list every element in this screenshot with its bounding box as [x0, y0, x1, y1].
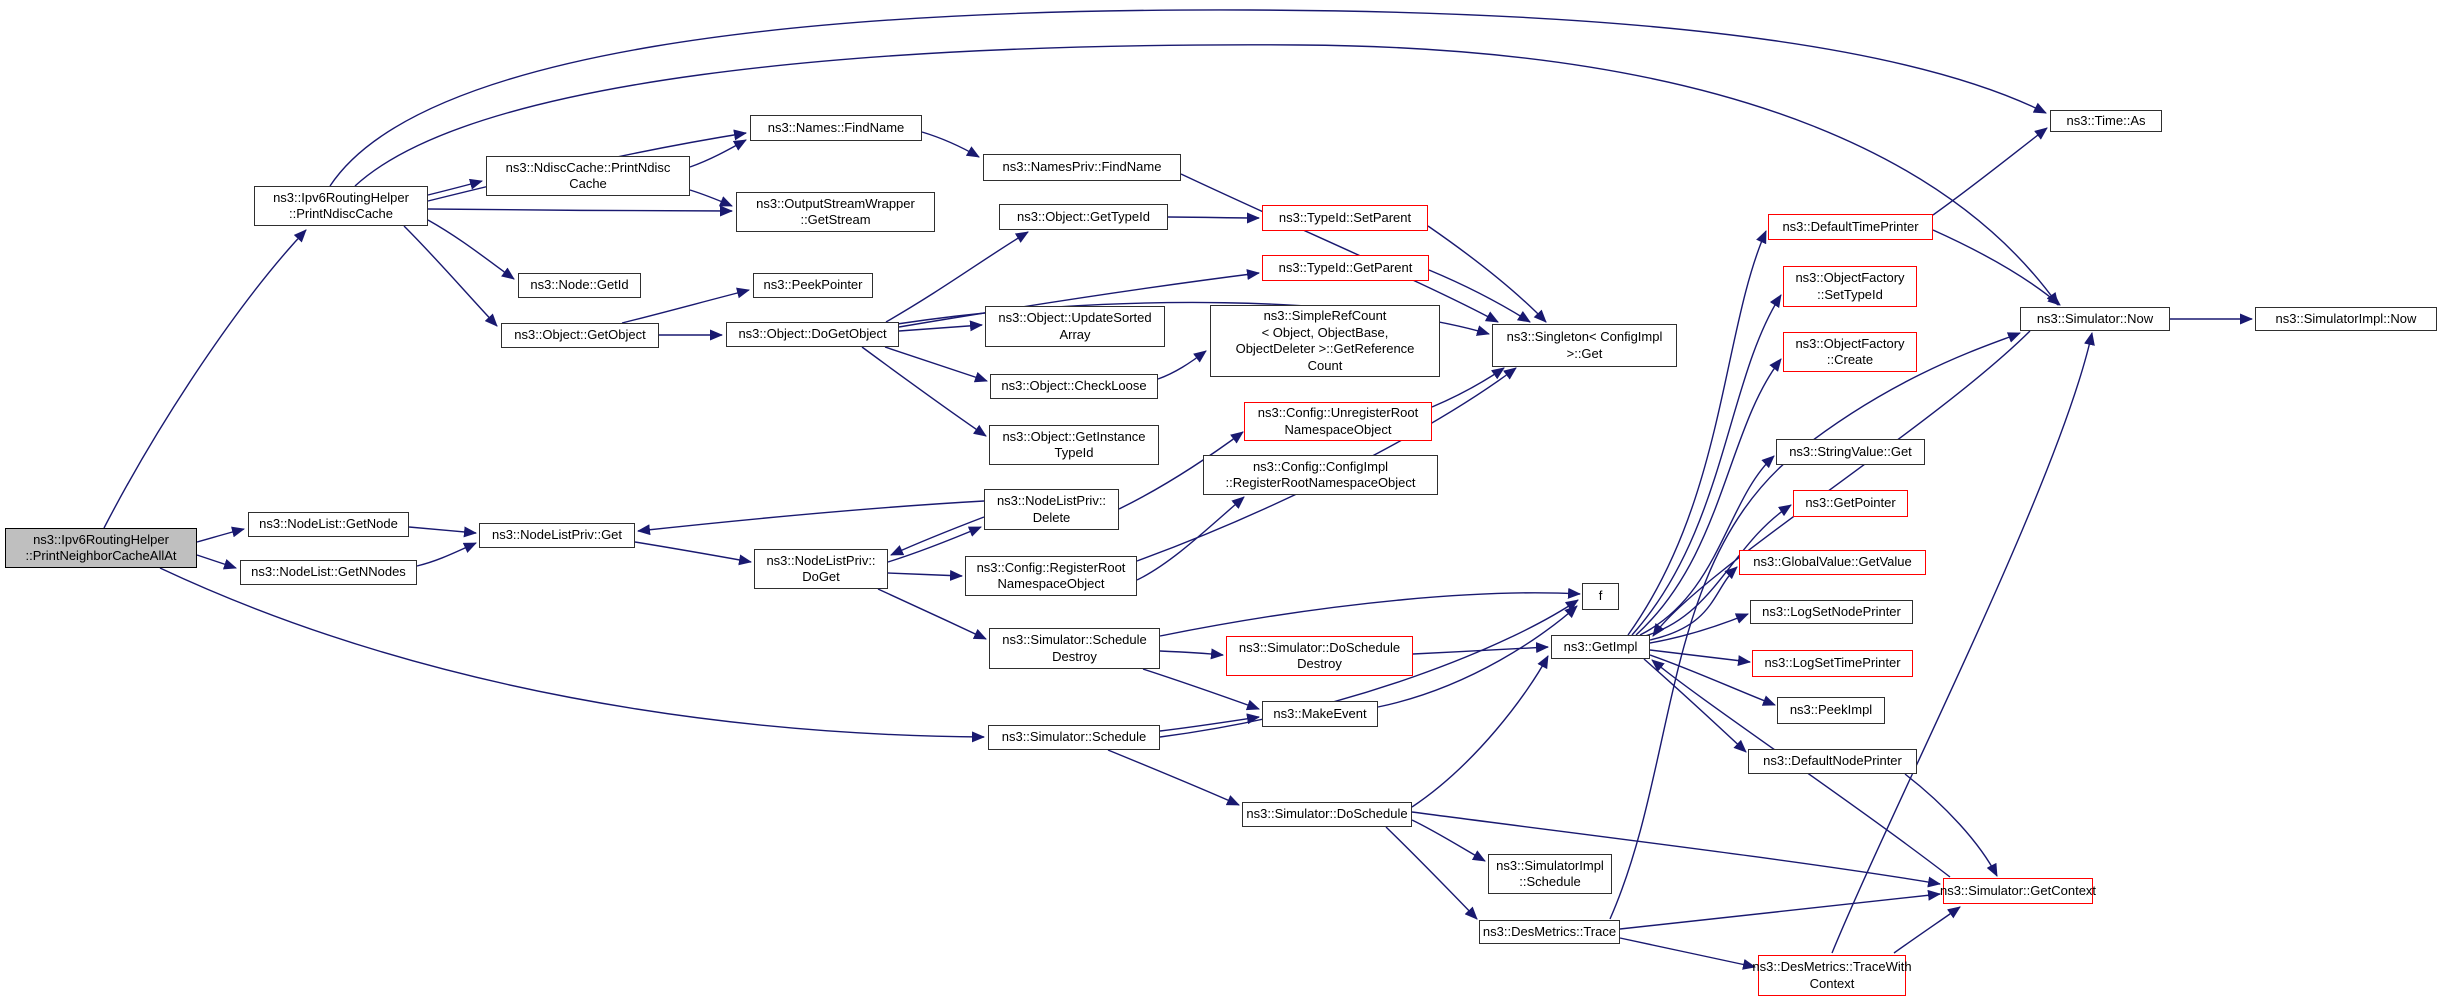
graph-node-ofCreate[interactable]	[1783, 332, 1917, 372]
graph-node-label: ns3::Object::GetObject	[514, 327, 646, 343]
graph-node-logSetNode[interactable]	[1750, 600, 1913, 624]
graph-node-doSchedule[interactable]	[1242, 802, 1412, 827]
graph-node-peekPointer[interactable]	[753, 273, 873, 298]
graph-node-svGet[interactable]	[1776, 439, 1925, 465]
graph-node-label: TypeId	[1054, 445, 1094, 460]
edge-getTypeId-to-setParent	[1168, 217, 1259, 218]
graph-node-label: ns3::NodeListPriv::	[996, 493, 1107, 508]
graph-node-label: Destroy	[1052, 648, 1097, 664]
edge-ndiscPrint-to-findName	[690, 140, 746, 167]
graph-node-label: ::GetStream	[800, 212, 871, 227]
graph-node-ndiscPrint[interactable]	[486, 156, 690, 196]
graph-node-findName[interactable]	[750, 115, 922, 141]
graph-node-label: ns3::TypeId::GetParent	[1278, 259, 1413, 275]
graph-node-label: ::PrintNdiscCache	[288, 206, 394, 221]
graph-node-makeEvent[interactable]	[1262, 701, 1378, 727]
graph-node-label: ns3::NodeListPriv::	[766, 552, 876, 568]
edge-nlpGet-to-nlpDoGet	[635, 542, 751, 562]
graph-node-label: >::Get	[1566, 345, 1603, 361]
graph-node-label: ns3::Ipv6RoutingHelper	[273, 189, 409, 205]
edge-desTrace-to-traceWithCtx	[1620, 938, 1755, 967]
graph-node-defTimePrinter[interactable]	[1768, 214, 1933, 240]
edge-getObject-to-peekPointer	[622, 290, 749, 323]
graph-node-label: Cache	[569, 176, 607, 191]
edge-simNow-to-getImpl	[1653, 331, 2030, 636]
graph-node-label: ns3::Time::As	[2066, 112, 2146, 128]
graph-node-label: ns3::StringValue::Get	[1789, 443, 1912, 459]
graph-node-simNow[interactable]	[2020, 307, 2170, 331]
graph-node-label: ns3::DefaultNodePrinter	[1763, 753, 1902, 769]
graph-node-label: ns3::MakeEvent	[1273, 705, 1367, 721]
graph-node-label: ns3::PeekPointer	[763, 277, 863, 293]
graph-node-getInstance[interactable]	[989, 425, 1159, 465]
edge-getNNodes-to-nlpGet	[417, 543, 476, 566]
graph-node-label: ns3::GetPointer	[1805, 495, 1896, 511]
graph-node-label: ns3::Object::DoGetObject	[738, 326, 887, 342]
edge-printNdisc-to-getStream	[428, 209, 732, 211]
graph-node-simpleRef[interactable]	[1210, 305, 1440, 377]
graph-node-getNNodes[interactable]	[240, 560, 417, 585]
graph-node-desTrace[interactable]	[1479, 920, 1620, 944]
graph-node-printNdisc[interactable]	[254, 186, 428, 226]
graph-node-f[interactable]	[1582, 583, 1619, 610]
edge-checkLoose-to-simpleRef	[1158, 351, 1206, 379]
graph-node-label: ns3::Simulator::Now	[2036, 310, 2154, 326]
graph-node-label: ns3::NdiscCache::PrintNdisc	[505, 159, 671, 175]
edge-printNdisc-to-ndiscPrint	[428, 181, 482, 195]
edge-schedDestroy-to-f	[1160, 593, 1580, 636]
graph-node-label: Destroy	[1297, 656, 1342, 671]
graph-node-label: ns3::Object::CheckLoose	[1001, 378, 1147, 394]
edge-defTimePrinter-to-simNow	[1933, 230, 2060, 305]
graph-node-label: Context	[1809, 975, 1855, 991]
graph-node-label: ns3::DefaultTimePrinter	[1782, 218, 1919, 234]
graph-node-label: Array	[1059, 326, 1091, 342]
graph-node-label: Count	[1307, 357, 1343, 373]
edge-printNdisc-to-getObject	[404, 226, 497, 326]
graph-node-main[interactable]	[5, 528, 197, 568]
graph-node-label: DoGet	[802, 569, 840, 584]
graph-node-doSchedDestroy[interactable]	[1226, 636, 1413, 676]
graph-node-label: ns3::Names::FindName	[767, 119, 905, 135]
graph-node-regRoot[interactable]	[965, 556, 1137, 596]
edge-doGetObject-to-updateSorted	[899, 325, 982, 331]
edge-doSchedDestroy-to-getImpl	[1413, 647, 1548, 654]
graph-node-getPointer[interactable]	[1793, 490, 1908, 517]
edge-desTrace-to-getContext	[1620, 894, 1940, 929]
graph-node-getTypeId[interactable]	[999, 204, 1168, 230]
graph-node-label: NamespaceObject	[997, 576, 1105, 591]
edge-doSchedule-to-desTrace	[1386, 827, 1477, 919]
graph-node-checkLoose[interactable]	[990, 374, 1158, 399]
edge-doSchedule-to-simImplSched	[1412, 820, 1485, 861]
graph-node-schedDestroy[interactable]	[989, 628, 1160, 669]
edge-main-to-getNNodes	[197, 555, 236, 568]
edge-getNode-to-nlpGet	[409, 527, 476, 533]
graph-node-label: ns3::DesMetrics::Trace	[1482, 923, 1617, 939]
edge-findName-to-namesPriv	[922, 132, 979, 157]
graph-node-nlpDoGet[interactable]	[754, 549, 888, 589]
graph-node-defNodePrinter[interactable]	[1748, 749, 1917, 774]
edge-nlpDoGet-to-schedDestroy	[878, 589, 986, 639]
graph-node-label: ns3::NamesPriv::FindName	[1002, 159, 1162, 175]
graph-node-label: ::SetTypeId	[1817, 286, 1883, 302]
graph-node-label: < Object, ObjectBase,	[1261, 324, 1389, 340]
graph-node-label: ns3::Object::GetTypeId	[1017, 208, 1150, 224]
graph-node-setParent[interactable]	[1262, 205, 1428, 231]
graph-node-label: ns3::Config::ConfigImpl	[1252, 458, 1389, 474]
graph-node-label: ns3::SimulatorImpl::Now	[2275, 310, 2417, 326]
graph-node-label: ns3::Simulator::GetContext	[1939, 882, 2097, 898]
edge-nlpDelete-to-nlpGet	[638, 501, 984, 531]
edge-doSchedule-to-getImpl	[1412, 656, 1548, 807]
graph-node-label: ns3::TypeId::SetParent	[1278, 209, 1412, 225]
graph-node-getImpl[interactable]	[1551, 635, 1650, 659]
graph-node-label: ns3::OutputStreamWrapper	[756, 195, 915, 211]
graph-node-schedule[interactable]	[988, 725, 1160, 750]
edge-main-to-getNode	[197, 529, 244, 542]
graph-node-updateSorted[interactable]	[985, 306, 1165, 347]
graph-node-getNode[interactable]	[248, 512, 409, 537]
edge-main-to-schedule	[160, 568, 984, 737]
graph-node-singleton[interactable]	[1492, 324, 1677, 367]
graph-node-label: ns3::Object::UpdateSorted	[998, 310, 1152, 325]
edge-schedDestroy-to-doSchedDestroy	[1160, 651, 1223, 655]
graph-node-label: ns3::SimpleRefCount	[1263, 308, 1387, 323]
graph-node-gvGetValue[interactable]	[1739, 550, 1926, 575]
graph-node-label: ns3::GlobalValue::GetValue	[1753, 554, 1912, 570]
edge-schedule-to-doSchedule	[1108, 750, 1239, 805]
graph-node-label: ns3::ObjectFactory	[1795, 335, 1905, 351]
graph-node-traceWithCtx[interactable]	[1752, 955, 1912, 996]
edge-regRoot-to-cfgImplReg	[1137, 497, 1244, 580]
graph-node-label: ObjectDeleter >::GetReference	[1235, 341, 1415, 356]
graph-node-peekImpl[interactable]	[1777, 697, 1885, 724]
graph-node-label: ns3::ObjectFactory	[1795, 270, 1905, 285]
graph-node-unregRoot[interactable]	[1244, 402, 1432, 441]
graph-node-label: ::Create	[1826, 352, 1874, 367]
graph-node-label: ns3::Simulator::Schedule	[1001, 729, 1147, 745]
edge-setParent-to-singleton	[1428, 226, 1546, 322]
graph-node-getStream[interactable]	[736, 192, 935, 232]
edge-traceWithCtx-to-getContext	[1894, 907, 1960, 953]
edge-namesPriv-to-singleton	[1181, 174, 1498, 322]
graph-node-cfgImplReg[interactable]	[1203, 455, 1438, 495]
graph-node-label: ns3::NodeList::GetNNodes	[251, 564, 406, 580]
graph-node-label: ns3::Config::RegisterRoot	[976, 559, 1126, 575]
graph-node-label: ns3::Singleton< ConfigImpl	[1506, 329, 1663, 344]
edge-traceWithCtx-to-simNow	[1832, 333, 2092, 953]
graph-node-getObject[interactable]	[501, 323, 659, 348]
edge-printNdisc-to-nodeGetId	[428, 220, 514, 279]
graph-node-label: ::Schedule	[1519, 874, 1581, 889]
graph-node-simImplNow[interactable]	[2255, 307, 2437, 331]
edge-defNodePrinter-to-getContext	[1905, 774, 1997, 876]
graph-node-getContext[interactable]	[1939, 878, 2097, 904]
graph-node-logSetTime[interactable]	[1752, 650, 1913, 677]
graph-node-simImplSched[interactable]	[1488, 854, 1612, 894]
graph-node-nlpDelete[interactable]	[984, 489, 1119, 530]
graph-node-nlpGet[interactable]	[479, 523, 635, 548]
graph-node-label: ns3::GetImpl	[1563, 638, 1638, 654]
graph-node-label: ns3::Node::GetId	[530, 277, 629, 293]
graph-node-label: ns3::PeekImpl	[1789, 702, 1873, 718]
edge-nlpDoGet-to-regRoot	[888, 573, 962, 576]
graph-node-label: ns3::Simulator::Schedule	[1002, 632, 1147, 647]
graph-node-label: ns3::SimulatorImpl	[1496, 857, 1604, 873]
graph-node-label: ns3::LogSetNodePrinter	[1762, 603, 1901, 619]
graph-node-ofSetTypeId[interactable]	[1783, 266, 1917, 307]
graph-node-getParent[interactable]	[1262, 255, 1429, 281]
graph-node-label: ns3::Ipv6RoutingHelper	[33, 531, 169, 547]
graph-node-label: ns3::Object::GetInstance	[1002, 428, 1146, 444]
graph-node-label: ::PrintNeighborCacheAllAt	[25, 548, 177, 563]
graph-node-label: ::RegisterRootNamespaceObject	[1225, 475, 1416, 490]
edge-defTimePrinter-to-timeAs	[1933, 128, 2047, 215]
edge-ndiscPrint-to-getStream	[690, 190, 732, 206]
edge-main-to-printNdisc	[104, 230, 306, 528]
graph-node-timeAs[interactable]	[2050, 110, 2162, 132]
graph-node-namesPriv[interactable]	[983, 154, 1181, 181]
graph-node-doGetObject[interactable]	[726, 322, 899, 347]
edge-nlpDelete-to-nlpDoGet	[891, 517, 984, 555]
graph-node-label: ns3::Simulator::DoSchedule	[1238, 639, 1401, 655]
edge-desTrace-to-simNow	[1610, 333, 2020, 919]
graph-node-label: f	[1598, 588, 1603, 604]
graph-node-label: Delete	[1032, 509, 1071, 525]
edge-getParent-to-singleton	[1429, 270, 1530, 322]
graph-node-nodeGetId[interactable]	[518, 273, 641, 298]
graph-node-label: ns3::DesMetrics::TraceWith	[1752, 959, 1912, 974]
graph-node-label: ns3::Simulator::DoSchedule	[1246, 806, 1408, 822]
graph-node-label: ns3::NodeList::GetNode	[259, 516, 398, 532]
graph-node-label: ns3::NodeListPriv::Get	[491, 527, 623, 543]
graph-node-label: ns3::LogSetTimePrinter	[1764, 655, 1901, 671]
graph-node-label: ns3::Config::UnregisterRoot	[1257, 405, 1419, 420]
graph-node-label: NamespaceObject	[1284, 421, 1392, 437]
